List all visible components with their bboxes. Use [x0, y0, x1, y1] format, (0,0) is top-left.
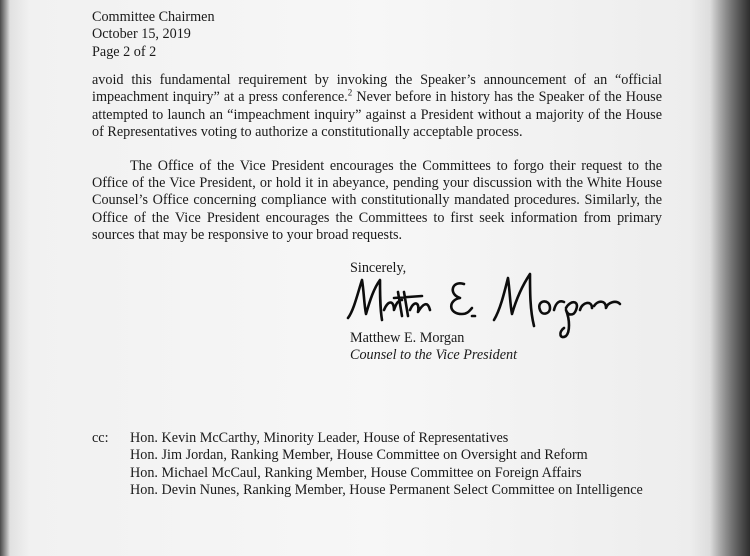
header-recipient: Committee Chairmen	[92, 9, 215, 25]
closing-salutation: Sincerely,	[350, 260, 407, 276]
footnote-marker: 2	[347, 87, 353, 98]
paragraph-2	[92, 158, 662, 245]
paragraph-2-text: The Office of the Vice President encourages the Committees to forgo their request to the Office of the Vice President, or hold it in abeyance, pending your discussion with the White House Counsel’s Office concerning compliance with constitutionally mandated procedures. Similarly, the Office of the Vice President encourages the Committees to first seek information from primary sources that may be responsive to your broad requests.	[92, 157, 662, 244]
signer-name: Matthew E. Morgan	[350, 330, 465, 346]
cc-recipient: Hon. Kevin McCarthy, Minority Leader, House of Representatives	[130, 430, 509, 446]
handwritten-signature	[344, 270, 644, 340]
cc-list	[130, 430, 643, 500]
paragraph-1-text-a: avoid this fundamental requirement by invoking the Speaker’s announcement of an “official impeachment inquiry” at a press conference.	[92, 72, 662, 106]
cc-recipient: Hon. Devin Nunes, Ranking Member, House Permanent Select Committee on Intelligence	[130, 482, 643, 499]
letter-body	[92, 72, 662, 261]
paragraph-1	[92, 72, 662, 142]
letter-header	[92, 9, 215, 61]
paragraph-1-text-b: Never before in history has the Speaker of the House attempted to launch an “impeachment inquiry” against a President without a majority of the House of Representatives voting to authorize a constitutionally acceptable process.	[92, 89, 662, 141]
header-page-number: Page 2 of 2	[92, 43, 157, 60]
header-date: October 15, 2019	[92, 26, 191, 43]
cc-recipient: Hon. Michael McCaul, Ranking Member, House Committee on Foreign Affairs	[130, 464, 582, 481]
cc-label: cc:	[92, 430, 109, 446]
cc-recipient: Hon. Jim Jordan, Ranking Member, House Committee on Oversight and Reform	[130, 447, 588, 464]
signer-title: Counsel to the Vice President	[350, 347, 518, 363]
signature-block	[350, 260, 650, 363]
